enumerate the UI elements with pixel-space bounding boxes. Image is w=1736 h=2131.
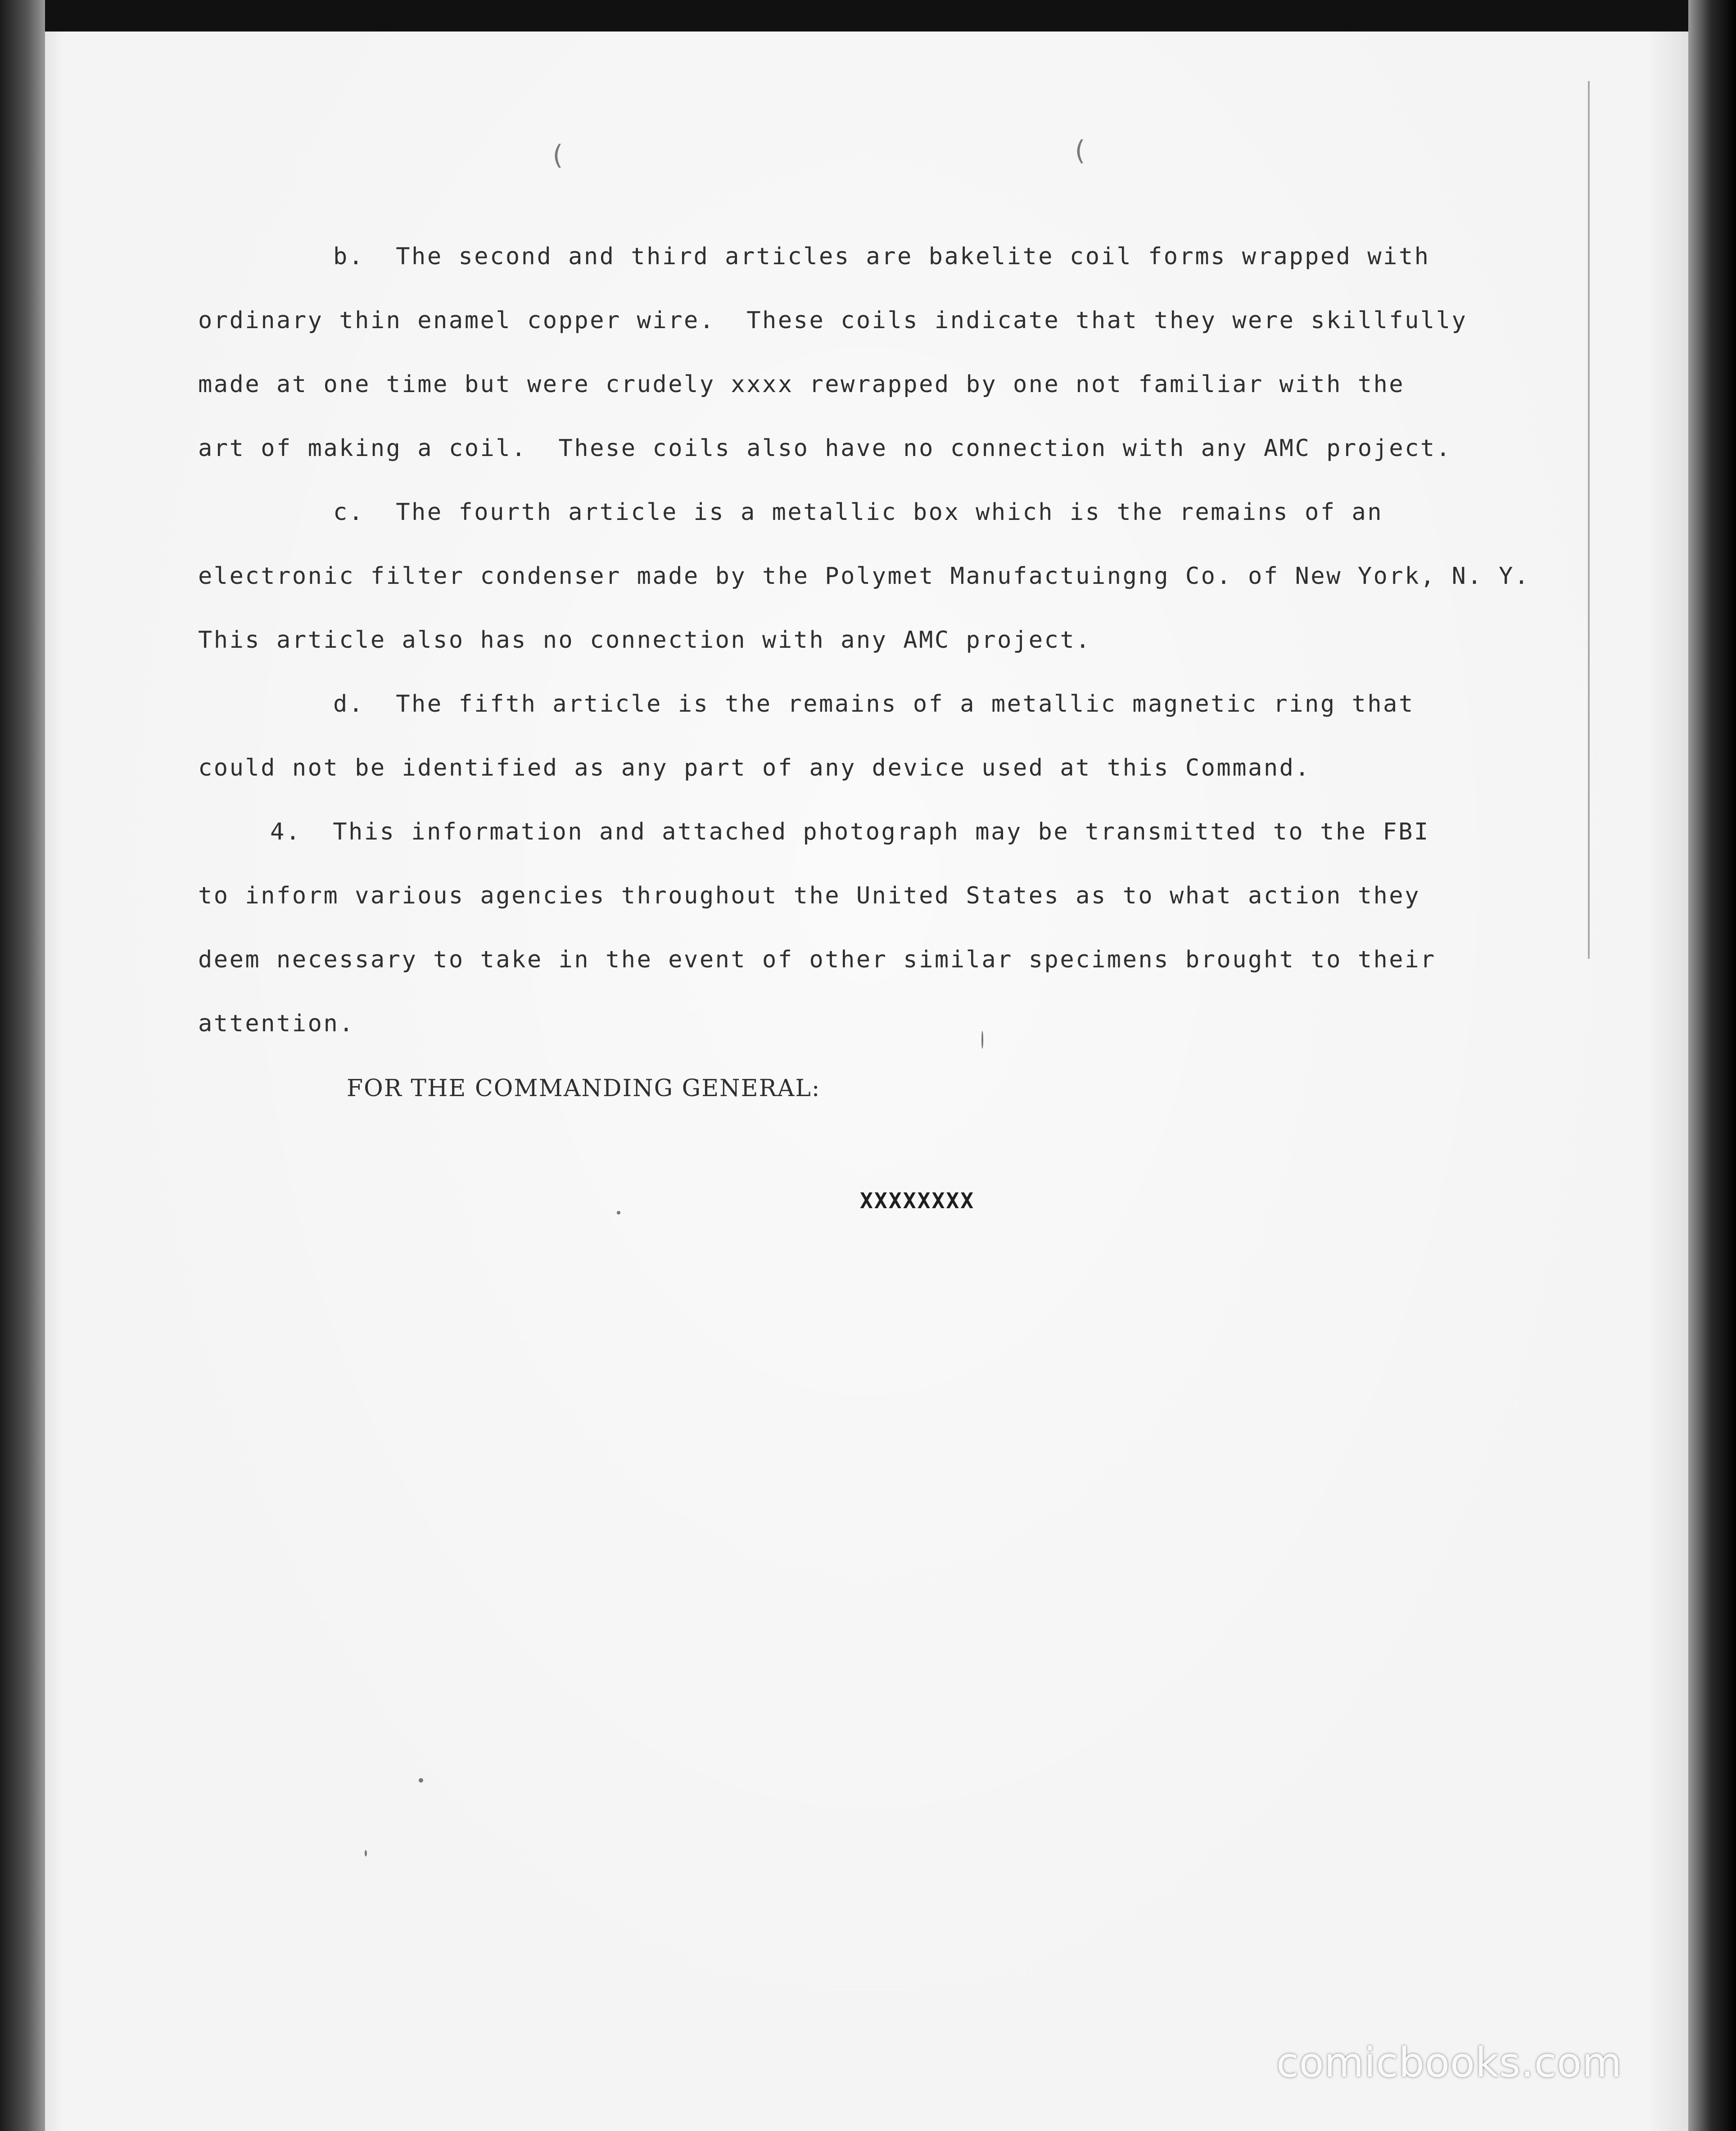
left-scan-shadow: [0, 0, 45, 2131]
paragraph-d-line-1: d. The fifth article is the remains of a metallic magnetic ring that: [333, 691, 1415, 718]
paragraph-c-line-1: c. The fourth article is a metallic box which is the remains of an: [333, 499, 1383, 526]
watermark: comicbooks.com: [1276, 2039, 1622, 2086]
paragraph-b-line-1: b. The second and third articles are bakelite coil forms wrapped with: [333, 243, 1430, 270]
speck: [981, 1031, 983, 1049]
redacted-signature: XXXXXXXX: [860, 1188, 975, 1214]
speck: [419, 1778, 423, 1783]
paragraph-4-line-2: to inform various agencies throughout the United States as to what action they: [198, 882, 1420, 909]
closing-line: FOR THE COMMANDING GENERAL:: [347, 1075, 821, 1102]
speck: [365, 1850, 367, 1856]
paragraph-b-line-3: made at one time but were crudely xxxx rewrapped by one not familiar with the: [198, 371, 1405, 398]
right-scan-shadow: [1688, 0, 1736, 2131]
document-page: [45, 32, 1688, 2131]
paragraph-c-line-2: electronic filter condenser made by the Polymet Manufactuingng Co. of New York, N. Y.: [198, 563, 1530, 590]
punch-mark-left: (: [549, 140, 566, 171]
paragraph-b-line-4: art of making a coil. These coils also have no connection with any AMC project.: [198, 435, 1452, 462]
speck: [617, 1211, 620, 1214]
paragraph-c-line-3: This article also has no connection with any AMC project.: [198, 627, 1091, 654]
paragraph-4-line-1: 4. This information and attached photograph may be transmitted to the FBI: [270, 818, 1430, 845]
paragraph-b-line-2: ordinary thin enamel copper wire. These coils indicate that they were skillfully: [198, 307, 1468, 334]
paragraph-4-line-3: deem necessary to take in the event of other similar specimens brought to their: [198, 946, 1436, 973]
paragraph-4-line-4: attention.: [198, 1010, 355, 1037]
margin-rule: [1588, 81, 1590, 959]
paragraph-d-line-2: could not be identified as any part of any device used at this Command.: [198, 754, 1311, 781]
punch-mark-right: (: [1071, 135, 1088, 167]
